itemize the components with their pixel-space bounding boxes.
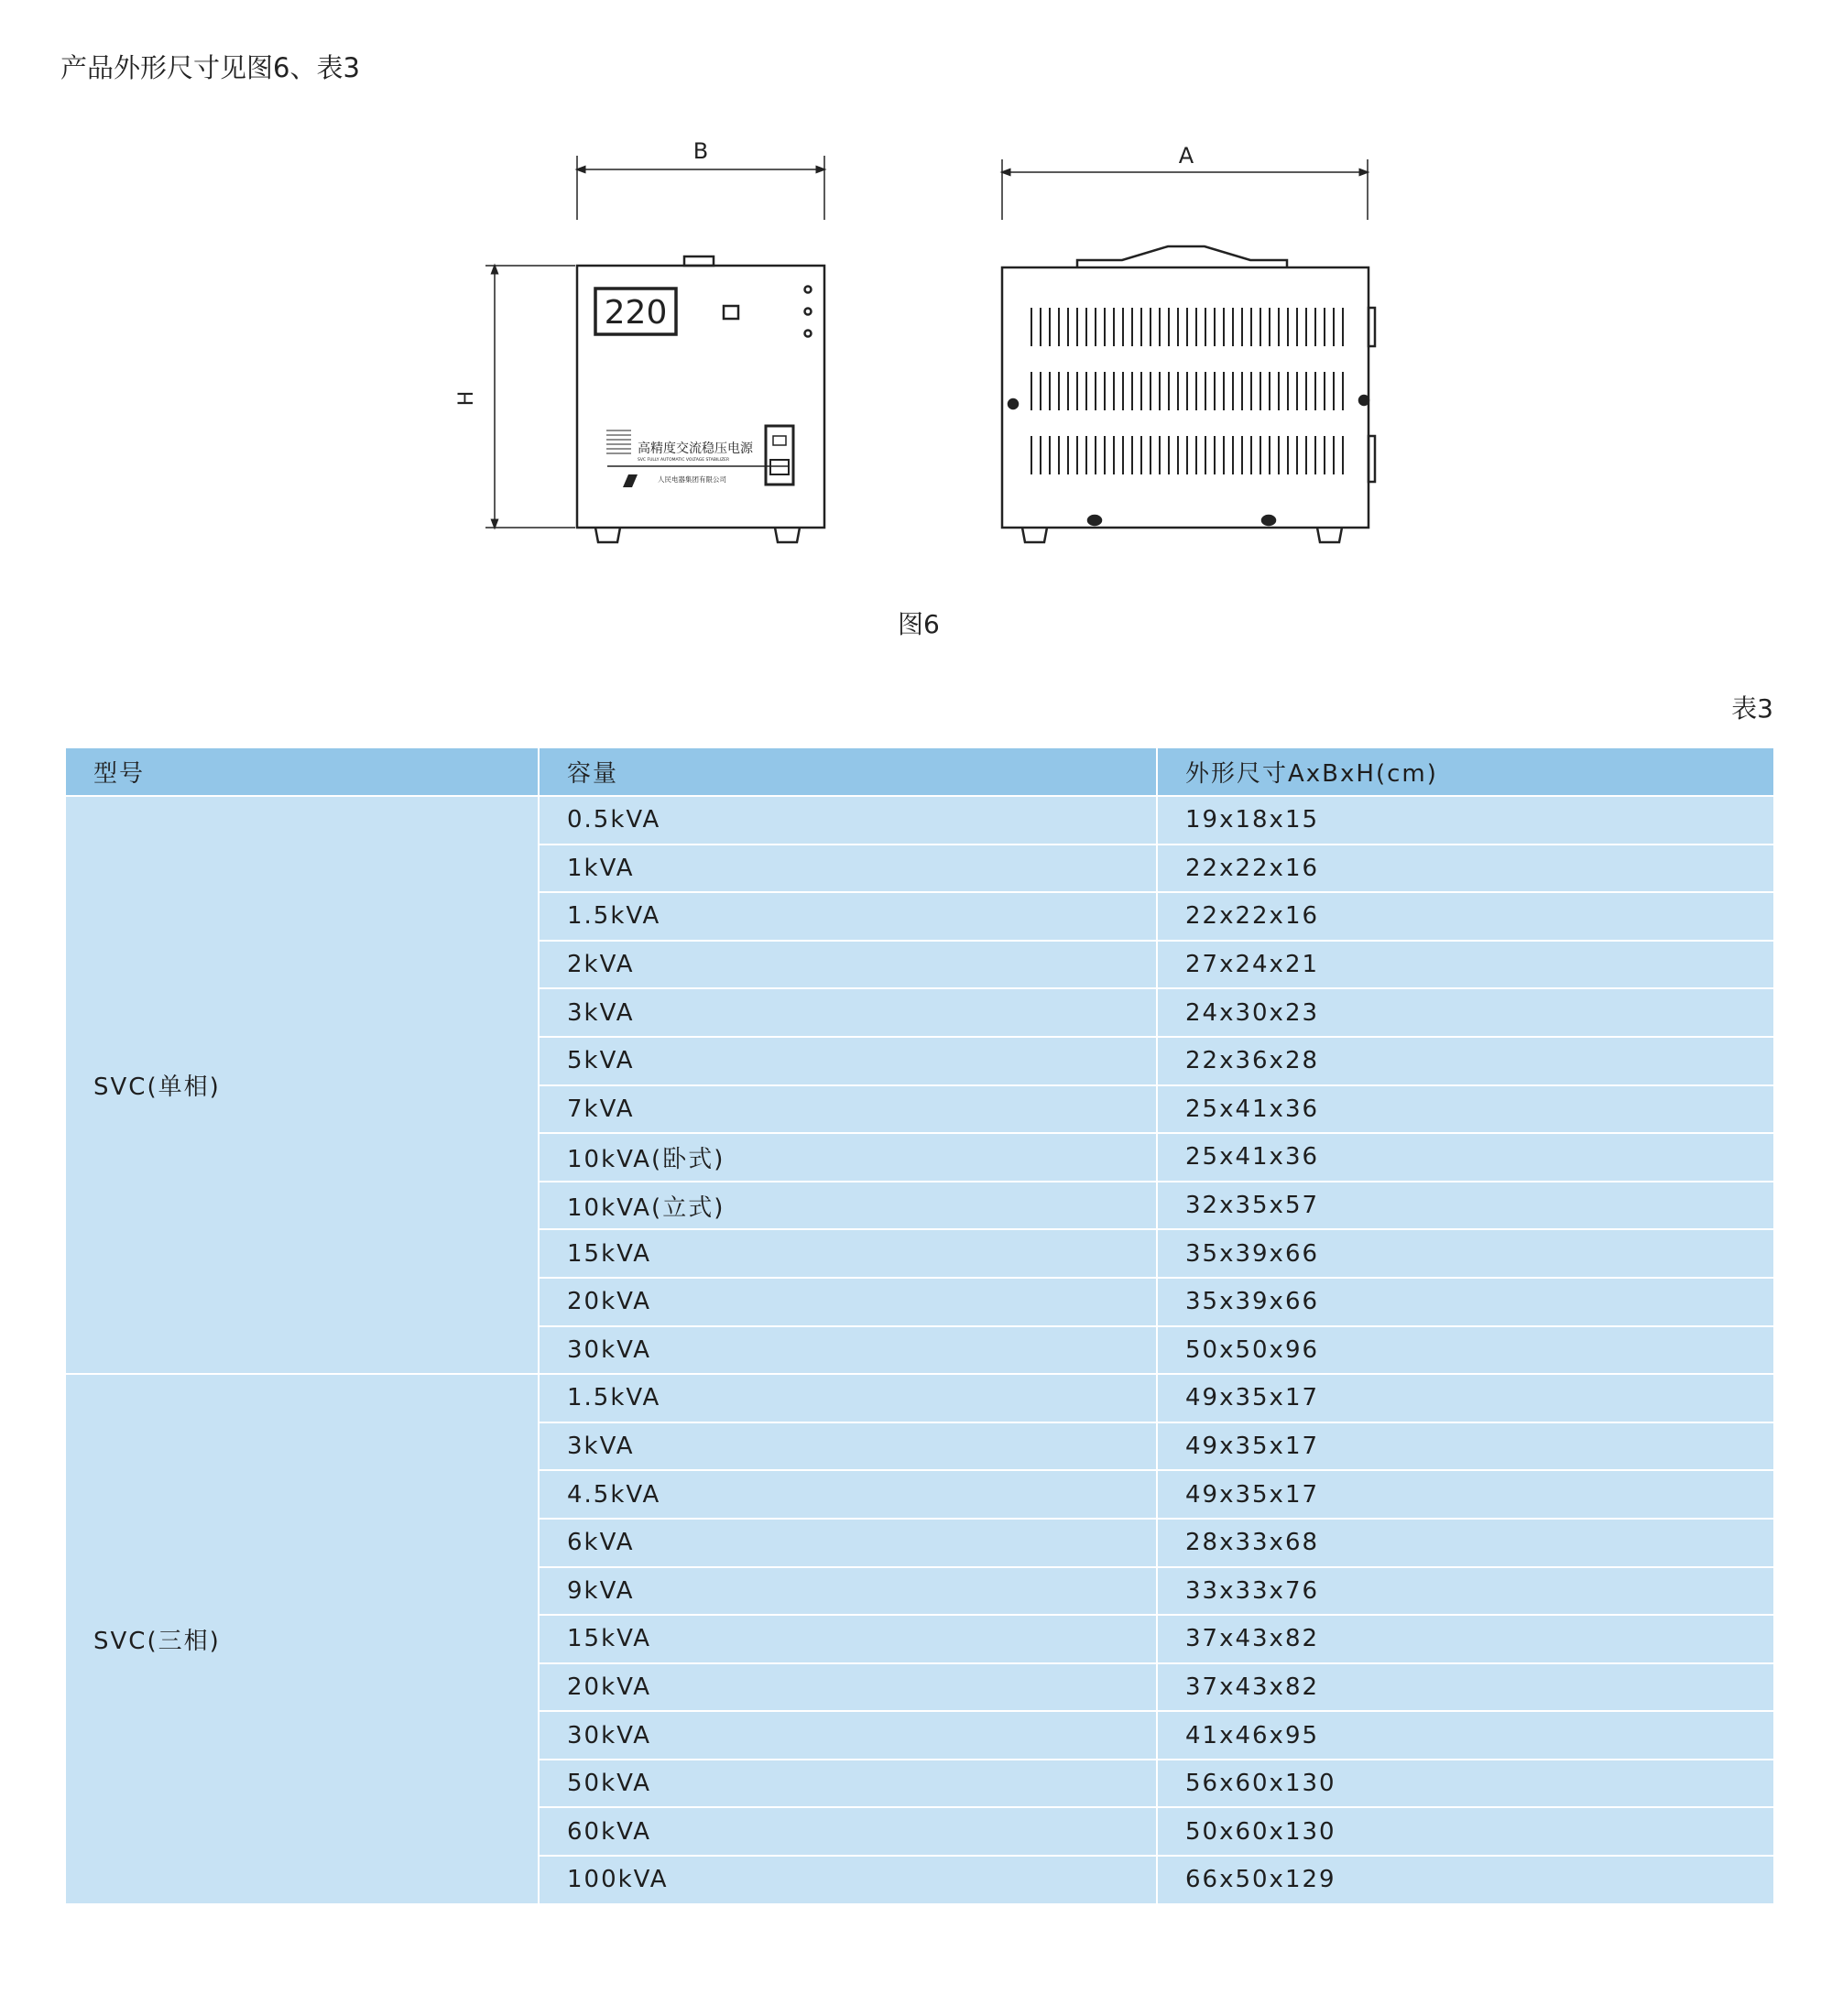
header-model: 型号 (65, 747, 539, 796)
cell-size: 22x22x16 (1157, 845, 1774, 893)
product-subtitle: SVC FULLY AUTOMATIC VOLTAGE STABILIZER (638, 458, 730, 463)
cell-capacity: 1.5kVA (539, 1374, 1157, 1422)
cell-capacity: 7kVA (539, 1085, 1157, 1134)
label-b: B (692, 138, 709, 164)
cell-capacity: 0.5kVA (539, 796, 1157, 845)
front-view (485, 156, 824, 542)
cell-size: 37x43x82 (1157, 1663, 1774, 1712)
cell-size: 27x24x21 (1157, 941, 1774, 989)
cell-size: 49x35x17 (1157, 1470, 1774, 1519)
cell-size: 50x60x130 (1157, 1807, 1774, 1856)
cell-capacity: 9kVA (539, 1567, 1157, 1616)
cell-capacity: 3kVA (539, 988, 1157, 1037)
cell-size: 22x36x28 (1157, 1037, 1774, 1085)
table-row (65, 1374, 1774, 1422)
header-size: 外形尺寸AxBxH(cm) (1157, 747, 1774, 796)
cell-size: 37x43x82 (1157, 1615, 1774, 1663)
cell-size: 41x46x95 (1157, 1711, 1774, 1760)
cell-capacity: 6kVA (539, 1519, 1157, 1567)
company-name: 人民电器集团有限公司 (658, 475, 726, 484)
cell-capacity: 60kVA (539, 1807, 1157, 1856)
cell-size: 66x50x129 (1157, 1856, 1774, 1904)
dimension-table (64, 746, 1775, 1905)
cell-size: 25x41x36 (1157, 1133, 1774, 1182)
cell-capacity: 30kVA (539, 1711, 1157, 1760)
cell-capacity: 20kVA (539, 1278, 1157, 1326)
cell-capacity: 20kVA (539, 1663, 1157, 1712)
cell-capacity: 100kVA (539, 1856, 1157, 1904)
table-caption: 表3 (1731, 693, 1773, 724)
cell-size: 50x50x96 (1157, 1326, 1774, 1375)
cell-capacity: 50kVA (539, 1760, 1157, 1808)
cell-capacity: 15kVA (539, 1229, 1157, 1278)
table-row (65, 796, 1774, 845)
label-h: H (455, 390, 478, 407)
cell-capacity: 1kVA (539, 845, 1157, 893)
cell-size: 56x60x130 (1157, 1760, 1774, 1808)
cell-capacity: 2kVA (539, 941, 1157, 989)
cell-capacity: 30kVA (539, 1326, 1157, 1375)
cell-size: 22x22x16 (1157, 892, 1774, 941)
figure-caption: 图6 (898, 609, 940, 639)
label-a: A (1178, 143, 1194, 169)
dimension-drawing (455, 128, 1420, 586)
intro-text: 产品外形尺寸见图6、表3 (60, 52, 360, 83)
product-name: 高精度交流稳压电源 (638, 441, 753, 456)
cell-capacity: 15kVA (539, 1615, 1157, 1663)
cell-capacity: 10kVA(立式) (539, 1182, 1157, 1230)
cell-capacity: 4.5kVA (539, 1470, 1157, 1519)
cell-capacity: 1.5kVA (539, 892, 1157, 941)
cell-model: SVC(单相) (65, 796, 539, 1374)
cell-size: 24x30x23 (1157, 988, 1774, 1037)
side-view (1002, 159, 1375, 542)
cell-capacity: 10kVA(卧式) (539, 1133, 1157, 1182)
cell-size: 49x35x17 (1157, 1422, 1774, 1471)
header-capacity: 容量 (539, 747, 1157, 796)
cell-size: 33x33x76 (1157, 1567, 1774, 1616)
cell-size: 49x35x17 (1157, 1374, 1774, 1422)
cell-size: 28x33x68 (1157, 1519, 1774, 1567)
display-value: 220 (604, 294, 668, 332)
cell-size: 32x35x57 (1157, 1182, 1774, 1230)
cell-size: 35x39x66 (1157, 1229, 1774, 1278)
cell-size: 35x39x66 (1157, 1278, 1774, 1326)
cell-capacity: 3kVA (539, 1422, 1157, 1471)
cell-model: SVC(三相) (65, 1374, 539, 1904)
cell-size: 19x18x15 (1157, 796, 1774, 845)
table-header-row (65, 747, 1774, 796)
cell-capacity: 5kVA (539, 1037, 1157, 1085)
cell-size: 25x41x36 (1157, 1085, 1774, 1134)
